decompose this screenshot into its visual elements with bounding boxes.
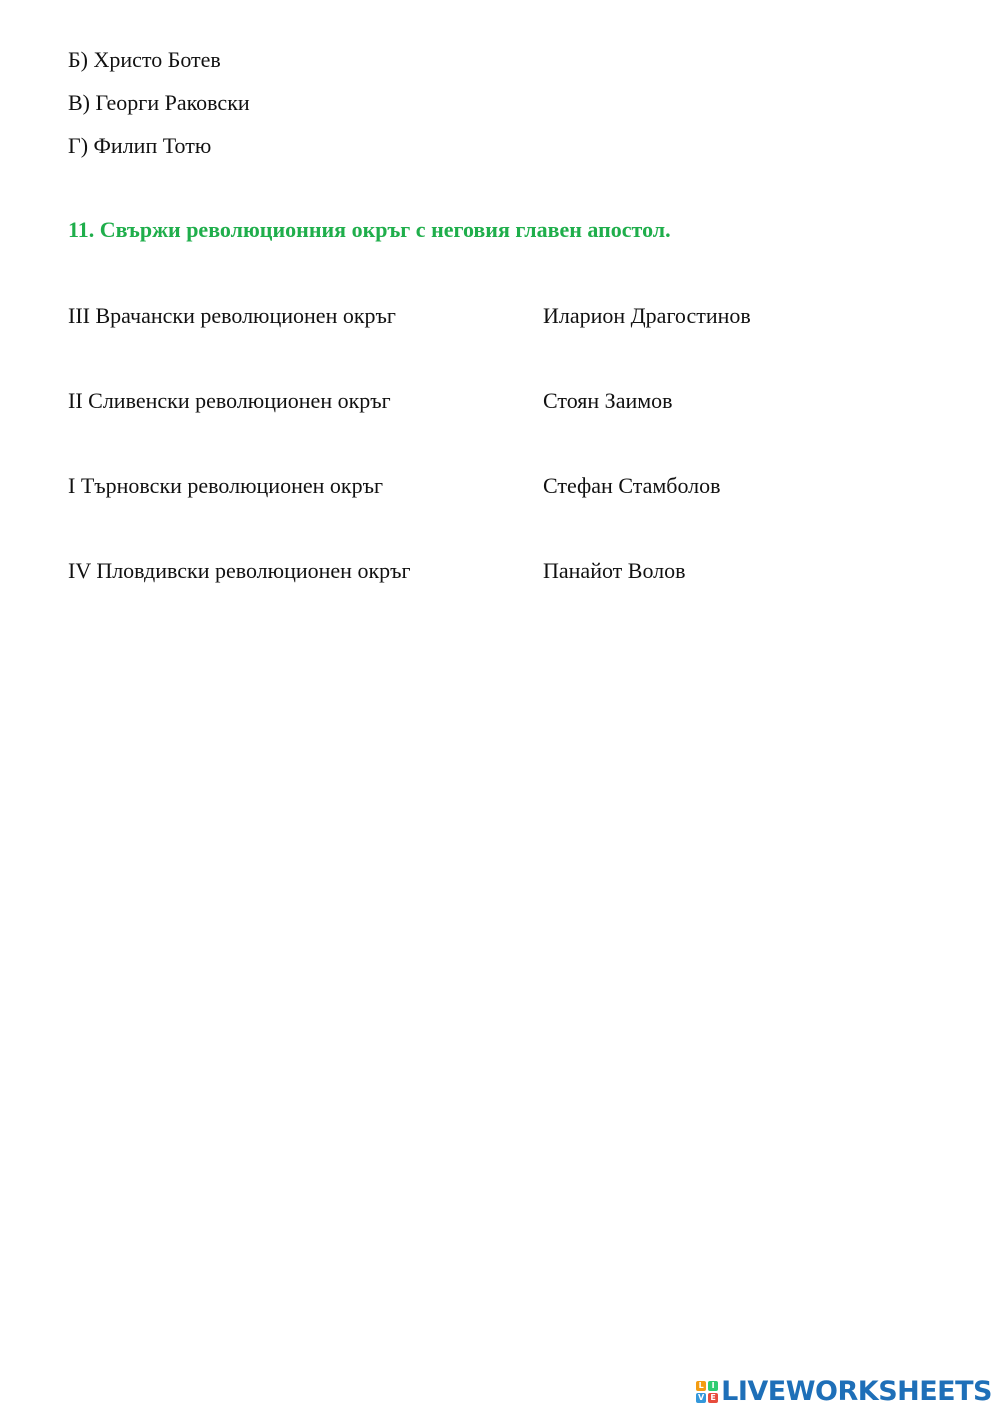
apostle-label[interactable]: Стоян Заимов [543,388,673,413]
district-label[interactable]: III Врачански революционен окръг [68,303,396,328]
question-11-heading: 11. Свържи революционния окръг с неговия главен апостол. [68,217,671,242]
logo-badge-icon: L I V E [696,1381,718,1403]
answer-option-g: Г) Филип Тотю [68,133,212,158]
apostle-label[interactable]: Иларион Драгостинов [543,303,751,328]
district-label[interactable]: I Търновски революционен окръг [68,473,383,498]
liveworksheets-logo [696,1377,992,1407]
matching-row [68,557,928,585]
apostle-label[interactable]: Стефан Стамболов [543,473,721,498]
matching-row [68,302,928,330]
apostle-label[interactable]: Панайот Волов [543,558,686,583]
answer-option-b: Б) Христо Ботев [68,47,221,72]
logo-wordmark: LIVEWORKSHEETS [721,1376,992,1407]
matching-row [68,472,928,500]
answer-option-v: В) Георги Раковски [68,90,250,115]
district-label[interactable]: II Сливенски революционен окръг [68,388,391,413]
district-label[interactable]: IV Пловдивски революционен окръг [68,558,411,583]
matching-row [68,387,928,415]
